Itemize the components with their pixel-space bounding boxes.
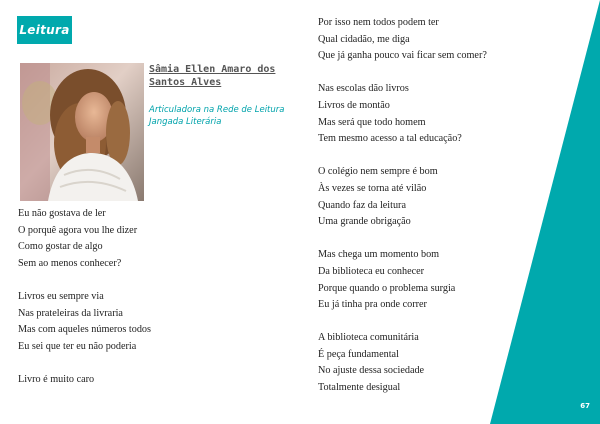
author-photo <box>20 63 144 201</box>
poem-line: Qual cidadão, me diga <box>318 33 410 45</box>
poem-line: Mas com aqueles números todos <box>18 324 151 336</box>
poem-line: Livros de montão <box>318 99 390 111</box>
poem-column-left <box>18 206 288 405</box>
poem-line: No ajuste dessa sociedade <box>318 365 425 377</box>
poem-line: Porque quando o problema surgia <box>318 282 456 294</box>
poem-line: O colégio nem sempre é bom <box>318 166 438 178</box>
poem-line: Quando faz da leitura <box>318 199 406 211</box>
poem-line: Eu não gostava de ler <box>18 208 106 219</box>
decorative-triangle <box>490 0 600 424</box>
poem-line: Mas será que todo homem <box>318 116 426 128</box>
poem-line: Eu sei que ter eu não poderia <box>18 340 137 352</box>
poem-line: Às vezes se torna até vilão <box>318 182 427 194</box>
author-role: Articuladora na Rede de Leitura Jangada Literária <box>149 105 285 127</box>
poem-line: Livro é muito caro <box>18 373 95 385</box>
poem-line: A biblioteca comunitária <box>318 332 419 344</box>
stanza <box>18 289 288 355</box>
poem-line: Por isso nem todos podem ter <box>318 17 439 28</box>
stanza <box>18 372 288 389</box>
poem-line: Que já ganha pouco vai ficar sem comer? <box>318 50 487 62</box>
poem-line: Tem mesmo acesso a tal educação? <box>318 133 462 145</box>
poem-line: Como gostar de algo <box>18 241 103 253</box>
poem-line: Mas chega um momento bom <box>318 249 440 261</box>
poem-line: Sem ao menos conhecer? <box>18 257 122 269</box>
author-name: Sâmia Ellen Amaro dos Santos Alves <box>149 64 276 88</box>
page-number: 67 <box>580 402 590 410</box>
stanza <box>18 206 288 272</box>
section-tag: Leitura <box>17 16 72 44</box>
poem-line: Da biblioteca eu conhecer <box>318 265 425 277</box>
poem-line: Livros eu sempre via <box>18 290 104 302</box>
poem-line: Totalmente desigual <box>318 382 401 394</box>
poem-line: O porquê agora vou lhe dizer <box>18 224 138 236</box>
poem-line: Nas escolas dão livros <box>318 83 409 95</box>
poem-line: Eu já tinha pra onde correr <box>318 299 427 311</box>
poem-line: É peça fundamental <box>318 348 399 360</box>
poem-line: Uma grande obrigação <box>318 216 411 228</box>
poem-line: Nas prateleiras da livraria <box>18 307 123 319</box>
